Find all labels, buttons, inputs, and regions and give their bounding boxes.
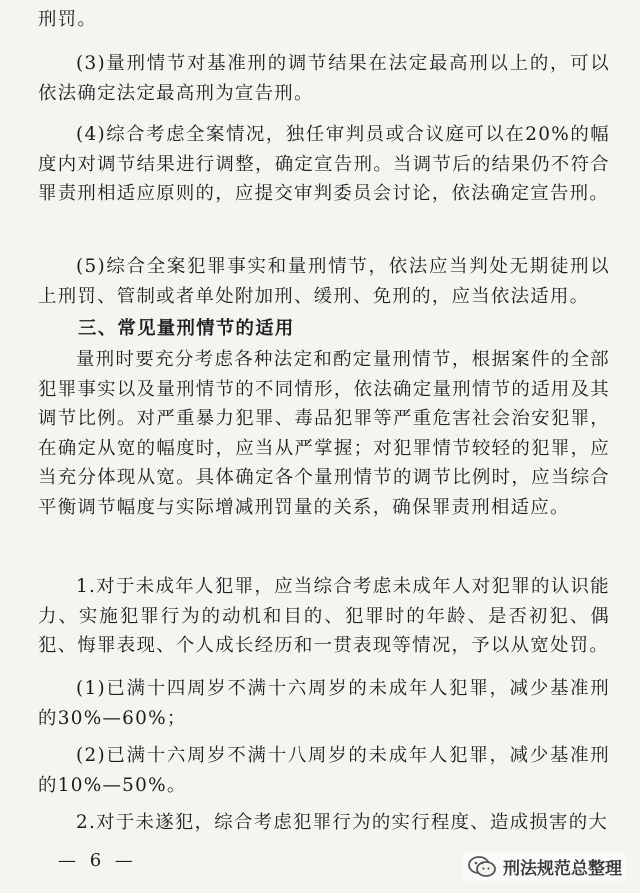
watermark <box>463 852 626 881</box>
paragraph-minors-sub-2: (2)已满十六周岁不满十八周岁的未成年人犯罪，减少基准刑的10%—50%。 <box>38 745 610 796</box>
section-heading: 三、常见量刑情节的适用 <box>78 318 295 339</box>
page-number: — 6 — <box>58 850 137 871</box>
paragraph-item-4: (4)综合考虑全案情况，独任审判员或合议庭可以在20%的幅度内对调节结果进行调整，确定宣告刑。当调节后的结果仍不符合罪责刑相适应原则的，应提交审判委员会讨论，依法确定宣告刑。 <box>38 124 610 204</box>
paragraph-attempt: 2.对于未遂犯，综合考虑犯罪行为的实行程度、造成损害的大 <box>76 812 609 833</box>
paragraph-item-3: (3)量刑情节对基准刑的调节结果在法定最高刑以上的，可以依法确定法定最高刑为宣告刑。 <box>38 53 610 104</box>
paragraph-minors: 1.对于未成年人犯罪，应当综合考虑未成年人对犯罪的认识能力、实施犯罪行为的动机和目的、犯罪时的年龄、是否初犯、偶犯、悔罪表现、个人成长经历和一贯表现等情况，予以从宽处罚。 <box>38 576 610 656</box>
paragraph-minors-sub-1: (1)已满十四周岁不满十六周岁的未成年人犯罪，减少基准刑的30%—60%； <box>38 678 610 729</box>
watermark-text: 刑法规范总整理 <box>503 859 622 879</box>
wechat-icon <box>467 855 497 879</box>
paragraph-section-intro: 量刑时要充分考虑各种法定和酌定量刑情节，根据案件的全部犯罪事实以及量刑情节的不同情形，依法确定量刑情节的适用及其调节比例。对严重暴力犯罪、毒品犯罪等严重危害社会治安犯罪，在确定从宽的幅度时，应当从严掌握；对犯罪情节较轻的犯罪，应当充分体现从宽。具体确定各个量刑情节的调节比例时，应当综合平衡调节幅度与实际增减刑罚量的关系，确保罪责刑相适应。 <box>38 349 610 518</box>
paragraph-carryover: 刑罚。 <box>38 9 98 30</box>
paragraph-item-5: (5)综合全案犯罪事实和量刑情节，依法应当判处无期徒刑以上刑罚、管制或者单处附加刑、缓刑、免刑的，应当依法适用。 <box>38 256 610 307</box>
